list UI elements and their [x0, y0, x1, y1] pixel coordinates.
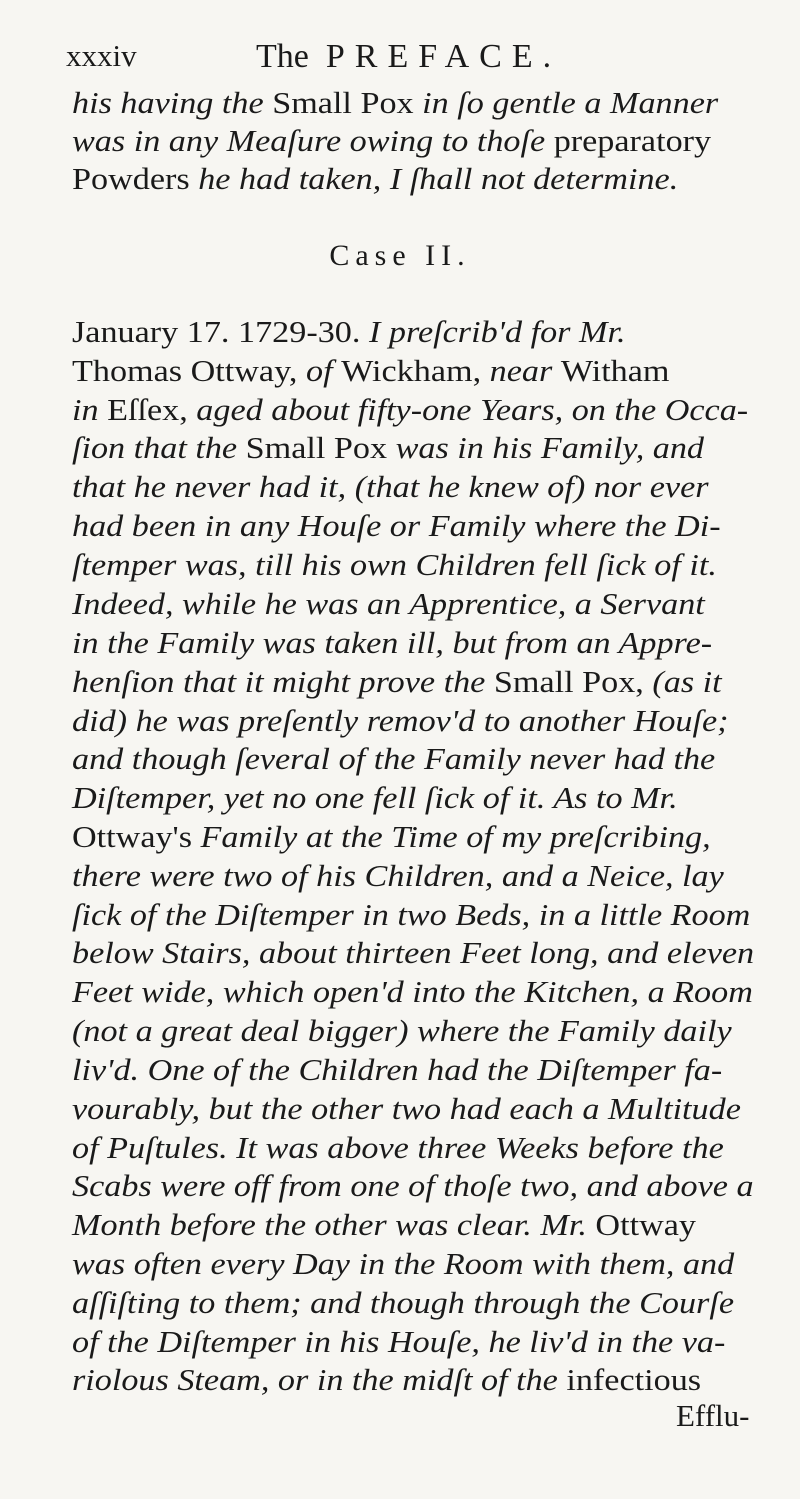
text-line-content [72, 585, 705, 623]
text-line [72, 896, 800, 934]
text-line-content [72, 313, 626, 351]
italic-text: had been in any Houſe or Family where the Di- [72, 509, 721, 543]
text-line [72, 1051, 800, 1089]
text-line [72, 1167, 800, 1205]
text-line-content [72, 779, 678, 817]
roman-text: preparatory [553, 124, 712, 158]
italic-text: Diſtemper, yet no one fell ſick of it. As to Mr. [72, 781, 678, 815]
text-line [72, 1129, 800, 1167]
text-line [72, 352, 800, 390]
catchword: Efflu- [676, 1398, 750, 1433]
roman-text: Ottway's [72, 820, 201, 854]
roman-text: Eſſex, [107, 393, 197, 427]
running-title [256, 38, 561, 76]
running-title-word: PREFACE. [325, 38, 562, 75]
text-line [72, 1245, 800, 1283]
roman-text: Small Pox [272, 86, 423, 120]
text-line-content [72, 352, 670, 390]
italic-text: riolous Steam, or in the midſt of the [72, 1363, 567, 1397]
italic-text: in the Family was taken ill, but from an Appre- [72, 626, 713, 660]
text-line-content [72, 1012, 732, 1050]
text-line-content [72, 663, 722, 701]
text-line [72, 702, 800, 740]
italic-text: Month before the other was clear. Mr. [72, 1208, 596, 1242]
text-line [72, 429, 800, 467]
text-line [72, 779, 800, 817]
italic-text: in ſo gentle a Manner [422, 86, 719, 120]
italic-text: henſion that it might prove the [72, 665, 494, 699]
text-line-content [72, 1323, 725, 1361]
text-line [72, 1012, 800, 1050]
page-number: xxxiv [66, 38, 137, 73]
text-line [72, 391, 800, 429]
roman-text: Thomas Ottway, [72, 354, 307, 388]
text-line [72, 468, 800, 506]
italic-text: did) he was preſently remov'd to another Houſe; [72, 704, 729, 738]
roman-text: Small Pox, [493, 665, 653, 699]
text-line [72, 1206, 800, 1244]
italic-text: Scabs were off from one of thoſe two, and above a [72, 1169, 754, 1203]
roman-text: January 17. 1729-30. [72, 315, 369, 349]
text-line-content [72, 1129, 724, 1167]
text-line-content [72, 818, 711, 856]
case-heading: Case II. [329, 239, 471, 272]
text-line [72, 1284, 800, 1322]
text-line-content [72, 122, 711, 160]
text-line-content [72, 1284, 734, 1322]
text-line-content [72, 1361, 701, 1399]
roman-text: infectious [566, 1363, 702, 1397]
text-line-content [72, 624, 712, 662]
text-line [72, 740, 800, 778]
text-line [72, 818, 800, 856]
text-line-content [72, 934, 754, 972]
text-line [72, 1361, 800, 1399]
text-line-content [72, 507, 721, 545]
italic-text: I preſcrib'd for Mr. [368, 315, 626, 349]
text-line-content [72, 84, 718, 122]
text-line-content [72, 973, 753, 1011]
italic-text: Feet wide, which open'd into the Kitchen, a Room [72, 975, 753, 1009]
roman-text: Powders [72, 162, 199, 196]
text-line-content [72, 896, 750, 934]
italic-text: (as it [652, 665, 722, 699]
italic-text: in [72, 393, 108, 427]
text-line [72, 122, 800, 160]
text-line-content [72, 1206, 696, 1244]
italic-text: (not a great deal bigger) where the Family daily [72, 1014, 732, 1048]
roman-text: Witham [560, 354, 670, 388]
text-line-content [72, 740, 715, 778]
italic-text: near [489, 354, 561, 388]
italic-text: there were two of his Children, and a Neice, lay [72, 859, 724, 893]
text-line [72, 973, 800, 1011]
roman-text: Wickham, [341, 354, 490, 388]
italic-text: of Puſtules. It was above three Weeks before the [72, 1131, 724, 1165]
roman-text: Ottway [595, 1208, 696, 1242]
text-line-content [72, 857, 724, 895]
text-line [72, 1323, 800, 1361]
text-line-content [72, 1167, 754, 1205]
text-line [72, 663, 800, 701]
text-line-content [72, 1090, 741, 1128]
italic-text: that he never had it, (that he knew of) nor ever [72, 470, 709, 504]
text-line [72, 160, 800, 198]
page-header [66, 38, 766, 78]
italic-text: of [306, 354, 342, 388]
italic-text: below Stairs, about thirteen Feet long, and eleven [72, 936, 755, 970]
italic-text: liv'd. One of the Children had the Diſtemper fa- [72, 1053, 723, 1087]
roman-text: Small Pox [245, 431, 396, 465]
running-title-prefix: The [256, 38, 309, 75]
italic-text: aged about fifty-one Years, on the Occa- [196, 393, 749, 427]
text-line-content [72, 1051, 722, 1089]
italic-text: was in his Family, and [395, 431, 705, 465]
text-line-content [72, 468, 709, 506]
italic-text: aſſiſting to them; and though through the Courſe [72, 1286, 734, 1320]
italic-text: ſtemper was, till his own Children fell ſick of it. [72, 548, 717, 582]
text-line-content [72, 546, 717, 584]
text-line [72, 585, 800, 623]
italic-text: was often every Day in the Room with them, and [72, 1247, 735, 1281]
text-line [72, 507, 800, 545]
italic-text: was in any Meaſure owing to thoſe [72, 124, 554, 158]
italic-text: vourably, but the other two had each a Multitude [72, 1092, 741, 1126]
italic-text: he had taken, I ſhall not determine. [198, 162, 679, 196]
italic-text: Family at the Time of my preſcribing, [200, 820, 711, 854]
text-line [72, 934, 800, 972]
text-line [72, 624, 800, 662]
italic-text: Indeed, while he was an Apprentice, a Servant [72, 587, 705, 621]
text-line-content [72, 391, 748, 429]
text-line [72, 84, 800, 122]
text-line [72, 313, 800, 351]
text-line-content [72, 429, 704, 467]
text-line-content [72, 702, 729, 740]
italic-text: of the Diſtemper in his Houſe, he liv'd in the va- [72, 1325, 726, 1359]
text-line-content [72, 160, 678, 198]
italic-text: ſick of the Diſtemper in two Beds, in a little Room [72, 898, 751, 932]
text-line [72, 1090, 800, 1128]
text-line-content [72, 1245, 734, 1283]
text-line [72, 857, 800, 895]
text-line [72, 546, 800, 584]
italic-text: ſion that the [72, 431, 246, 465]
italic-text: and though ſeveral of the Family never had the [72, 742, 716, 776]
italic-text: his having the [72, 86, 273, 120]
